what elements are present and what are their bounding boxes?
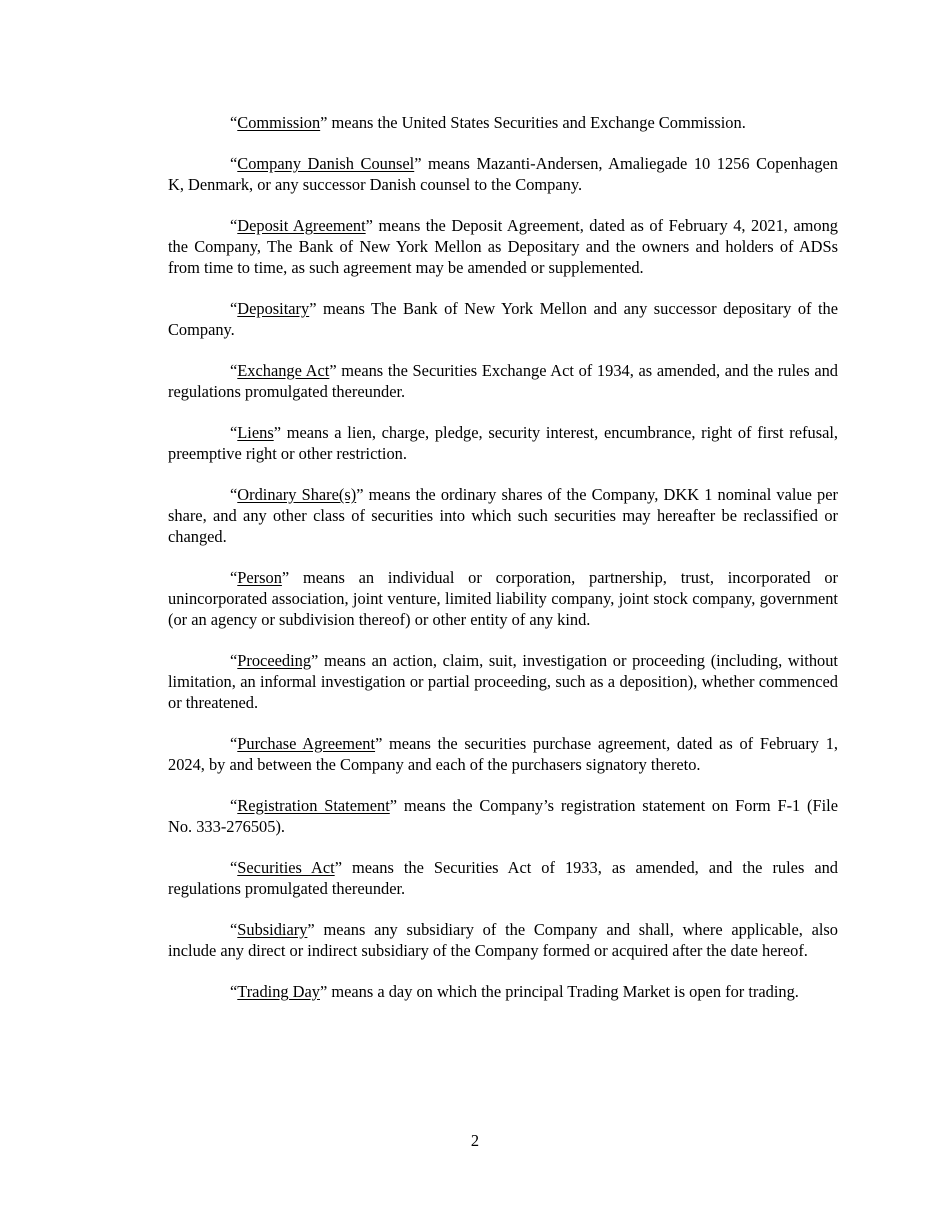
definition-paragraph: “Ordinary Share(s)” means the ordinary shares of the Company, DKK 1 nominal value per share, and any other class of securities into which such securities may hereafter be reclassified or changed. — [168, 485, 838, 546]
defined-term: Commission — [237, 113, 321, 132]
defined-term: Person — [237, 568, 282, 587]
definition-text: means a day on which the principal Trading Market is open for trading. — [327, 982, 799, 1001]
defined-term: Depositary — [237, 299, 310, 318]
defined-term: Subsidiary — [237, 920, 308, 939]
document-body — [168, 112, 838, 1022]
defined-term: Proceeding — [237, 651, 312, 670]
definition-text: means a lien, charge, pledge, security interest, encumbrance, right of first refusal, preemptive right or other restriction. — [168, 423, 838, 463]
definition-paragraph: “Liens” means a lien, charge, pledge, security interest, encumbrance, right of first refusal, preemptive right or other restriction. — [168, 423, 838, 463]
definition-paragraph: “Subsidiary” means any subsidiary of the Company and shall, where applicable, also include any direct or indirect subsidiary of the Company formed or acquired after the date hereof. — [168, 920, 838, 960]
definition-paragraph: “Deposit Agreement” means the Deposit Agreement, dated as of February 4, 2021, among the Company, The Bank of New York Mellon as Depositary and the owners and holders of ADSs from time to time, as such agreement may be amended or supplemented. — [168, 216, 838, 277]
definition-paragraph: “Exchange Act” means the Securities Exchange Act of 1934, as amended, and the rules and regulations promulgated thereunder. — [168, 361, 838, 401]
definition-paragraph: “Registration Statement” means the Company’s registration statement on Form F-1 (File No. 333-276505). — [168, 796, 838, 836]
definition-paragraph: “Securities Act” means the Securities Act of 1933, as amended, and the rules and regulations promulgated thereunder. — [168, 858, 838, 898]
definition-text: means the Securities Act of 1933, as amended, and the rules and regulations promulgated thereunder. — [168, 858, 838, 898]
definition-paragraph: “Commission” means the United States Securities and Exchange Commission. — [230, 113, 746, 132]
definition-text: means the Company’s registration statement on Form F-1 (File No. 333-276505). — [168, 796, 838, 836]
definition-text: means Mazanti-Andersen, Amaliegade 10 1256 Copenhagen K, Denmark, or any successor Danish counsel to the Company. — [168, 154, 838, 194]
definition-paragraph: “Person” means an individual or corporation, partnership, trust, incorporated or unincorporated association, joint venture, limited liability company, joint stock company, government (or an agency or subdivision thereof) or other entity of any kind. — [168, 568, 838, 629]
definition-text: means the Securities Exchange Act of 1934, as amended, and the rules and regulations promulgated thereunder. — [168, 361, 838, 401]
defined-term: Trading Day — [237, 982, 320, 1001]
definition-text: means The Bank of New York Mellon and any successor depositary of the Company. — [168, 299, 838, 339]
definition-paragraph: “Depositary” means The Bank of New York Mellon and any successor depositary of the Company. — [168, 299, 838, 339]
defined-term: Deposit Agreement — [237, 216, 366, 235]
defined-term: Liens — [237, 423, 274, 442]
definition-text: means the Deposit Agreement, dated as of February 4, 2021, among the Company, The Bank of New York Mellon as Depositary and the owners and holders of ADSs from time to time, as such agreement may be amended or supplemented. — [168, 216, 838, 277]
definition-paragraph: “Trading Day” means a day on which the principal Trading Market is open for trading. — [230, 982, 799, 1001]
page-number: 2 — [470, 1131, 480, 1150]
defined-term: Company Danish Counsel — [237, 154, 415, 173]
definition-text: means an action, claim, suit, investigation or proceeding (including, without limitation, an informal investigation or partial proceeding, such as a deposition), whether commenced or threatened. — [168, 651, 838, 712]
defined-term: Securities Act — [237, 858, 335, 877]
definition-text: means an individual or corporation, partnership, trust, incorporated or unincorporated association, joint venture, limited liability company, joint stock company, government (or an agency or subdivision thereof) or other entity of any kind. — [168, 568, 838, 629]
defined-term: Registration Statement — [237, 796, 390, 815]
defined-term: Purchase Agreement — [237, 734, 376, 753]
definition-paragraph: “Proceeding” means an action, claim, suit, investigation or proceeding (including, without limitation, an informal investigation or partial proceeding, such as a deposition), whether commenced or threatened. — [168, 651, 838, 712]
definition-text: means the securities purchase agreement, dated as of February 1, 2024, by and between the Company and each of the purchasers signatory thereto. — [168, 734, 838, 774]
definition-text: means any subsidiary of the Company and shall, where applicable, also include any direct or indirect subsidiary of the Company formed or acquired after the date hereof. — [168, 920, 838, 960]
definition-paragraph: “Purchase Agreement” means the securities purchase agreement, dated as of February 1, 2024, by and between the Company and each of the purchasers signatory thereto. — [168, 734, 838, 774]
definition-paragraph: “Company Danish Counsel” means Mazanti-Andersen, Amaliegade 10 1256 Copenhagen K, Denmark, or any successor Danish counsel to the Company. — [168, 154, 838, 194]
definition-text: means the United States Securities and Exchange Commission. — [327, 113, 746, 132]
defined-term: Exchange Act — [237, 361, 330, 380]
definition-text: means the ordinary shares of the Company, DKK 1 nominal value per share, and any other class of securities into which such securities may hereafter be reclassified or changed. — [168, 485, 838, 546]
defined-term: Ordinary Share(s) — [237, 485, 357, 504]
